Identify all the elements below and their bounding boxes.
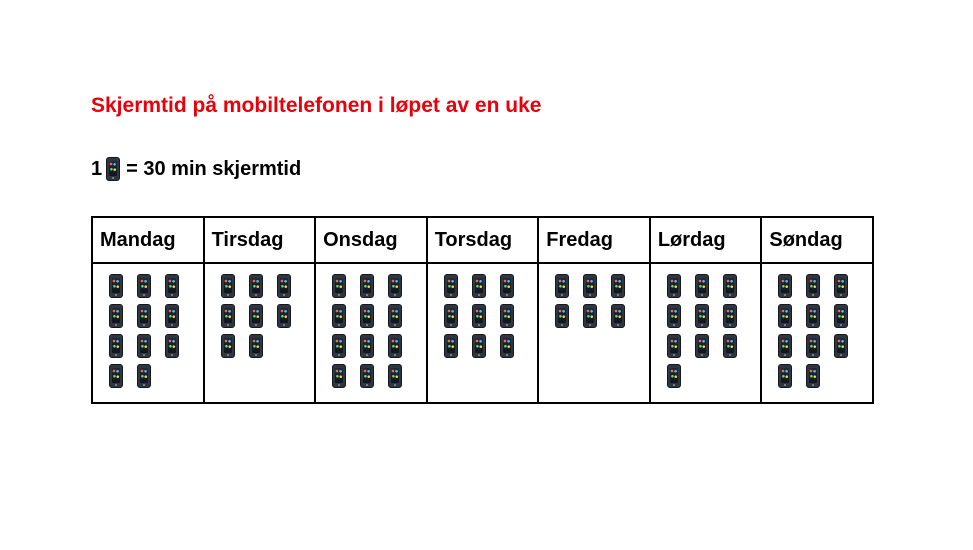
day-label: Onsdag (315, 217, 427, 263)
mobile-phone-icon (249, 274, 263, 298)
day-header-row (92, 217, 873, 263)
day-cell (204, 263, 316, 403)
day-values-row (92, 263, 873, 403)
mobile-phone-icon (360, 274, 374, 298)
day-label: Lørdag (650, 217, 762, 263)
mobile-phone-icon (723, 304, 737, 328)
mobile-phone-icon (332, 334, 346, 358)
mobile-phone-icon (165, 304, 179, 328)
day-label: Fredag (538, 217, 650, 263)
mobile-phone-icon (583, 304, 597, 328)
mobile-phone-icon (388, 304, 402, 328)
day-label: Tirsdag (204, 217, 316, 263)
mobile-phone-icon (444, 304, 458, 328)
mobile-phone-icon (106, 157, 120, 181)
day-label: Mandag (92, 217, 204, 263)
legend-text: = 30 min skjermtid (126, 157, 302, 180)
mobile-phone-icon (667, 334, 681, 358)
mobile-phone-icon (221, 274, 235, 298)
mobile-phone-icon (109, 304, 123, 328)
mobile-phone-icon (165, 334, 179, 358)
mobile-phone-icon (500, 334, 514, 358)
day-label: Torsdag (427, 217, 539, 263)
mobile-phone-icon (472, 304, 486, 328)
mobile-phone-icon (834, 304, 848, 328)
mobile-phone-icon (695, 304, 709, 328)
mobile-phone-icon (806, 364, 820, 388)
mobile-phone-icon (444, 274, 458, 298)
pictogram-table (91, 216, 874, 404)
mobile-phone-icon (109, 334, 123, 358)
mobile-phone-icon (109, 364, 123, 388)
mobile-phone-icon (723, 334, 737, 358)
day-cell (650, 263, 762, 403)
day-cell (315, 263, 427, 403)
day-label: Søndag (761, 217, 873, 263)
mobile-phone-icon (388, 364, 402, 388)
mobile-phone-icon (834, 274, 848, 298)
mobile-phone-icon (667, 304, 681, 328)
mobile-phone-icon (249, 334, 263, 358)
mobile-phone-icon (277, 274, 291, 298)
mobile-phone-icon (221, 304, 235, 328)
day-cell (761, 263, 873, 403)
mobile-phone-icon (332, 364, 346, 388)
mobile-phone-icon (137, 364, 151, 388)
mobile-phone-icon (778, 364, 792, 388)
legend (91, 157, 301, 181)
mobile-phone-icon (360, 334, 374, 358)
mobile-phone-icon (388, 334, 402, 358)
mobile-phone-icon (332, 304, 346, 328)
mobile-phone-icon (165, 274, 179, 298)
day-cell (538, 263, 650, 403)
mobile-phone-icon (137, 274, 151, 298)
mobile-phone-icon (611, 274, 625, 298)
mobile-phone-icon (332, 274, 346, 298)
mobile-phone-icon (555, 304, 569, 328)
legend-count: 1 (91, 157, 103, 180)
mobile-phone-icon (667, 364, 681, 388)
mobile-phone-icon (500, 304, 514, 328)
mobile-phone-icon (249, 304, 263, 328)
mobile-phone-icon (583, 274, 597, 298)
mobile-phone-icon (444, 334, 458, 358)
mobile-phone-icon (695, 334, 709, 358)
mobile-phone-icon (137, 334, 151, 358)
mobile-phone-icon (806, 334, 820, 358)
mobile-phone-icon (667, 274, 681, 298)
chart-title: Skjermtid på mobiltelefonen i løpet av en uke (91, 94, 542, 117)
mobile-phone-icon (834, 334, 848, 358)
mobile-phone-icon (695, 274, 709, 298)
mobile-phone-icon (360, 304, 374, 328)
mobile-phone-icon (778, 274, 792, 298)
mobile-phone-icon (388, 274, 402, 298)
day-cell (92, 263, 204, 403)
mobile-phone-icon (723, 274, 737, 298)
mobile-phone-icon (472, 334, 486, 358)
mobile-phone-icon (806, 274, 820, 298)
mobile-phone-icon (277, 304, 291, 328)
mobile-phone-icon (472, 274, 486, 298)
mobile-phone-icon (611, 304, 625, 328)
mobile-phone-icon (778, 334, 792, 358)
mobile-phone-icon (360, 364, 374, 388)
mobile-phone-icon (109, 274, 123, 298)
mobile-phone-icon (500, 274, 514, 298)
mobile-phone-icon (778, 304, 792, 328)
pictogram-chart (91, 216, 874, 404)
mobile-phone-icon (555, 274, 569, 298)
mobile-phone-icon (806, 304, 820, 328)
mobile-phone-icon (221, 334, 235, 358)
day-cell (427, 263, 539, 403)
mobile-phone-icon (137, 304, 151, 328)
